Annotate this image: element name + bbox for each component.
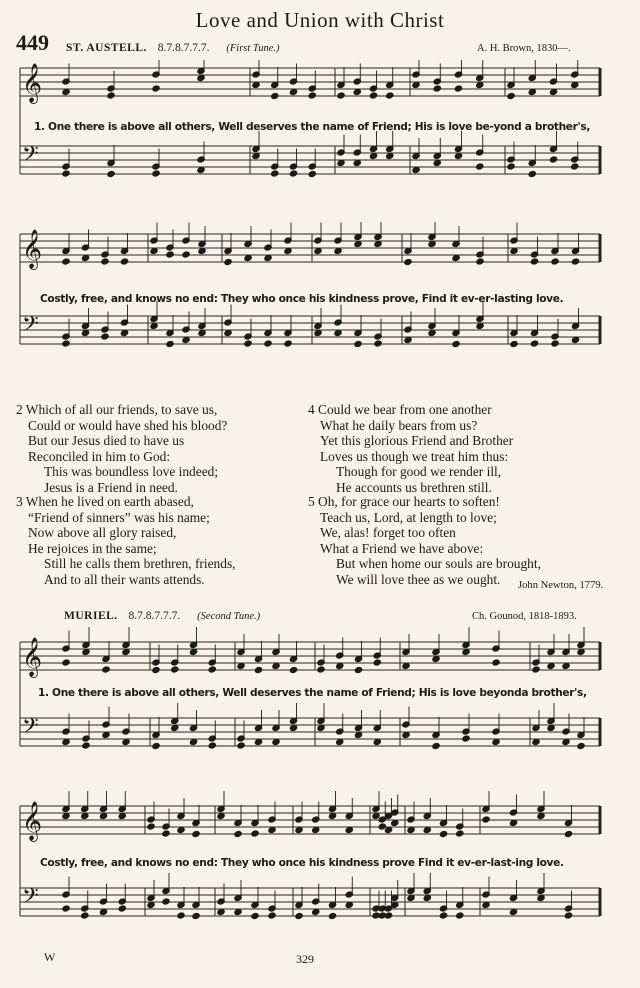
bass-note (374, 340, 382, 347)
treble-note (547, 662, 555, 669)
bass-note (334, 329, 342, 336)
treble-note (147, 823, 155, 830)
bass-note (407, 894, 415, 901)
treble-note (439, 830, 447, 837)
treble-note (404, 258, 412, 265)
treble-note (456, 830, 464, 837)
bass-note (62, 340, 70, 347)
tune2-composer: Ch. Gounod, 1818-1893. (472, 611, 577, 622)
bass-note (198, 329, 206, 336)
bass-note (354, 731, 362, 738)
bass-note (510, 340, 518, 347)
bass-note (537, 894, 545, 901)
treble-note (476, 81, 484, 88)
stanza-line: Teach us, Lord, at length to love; (320, 509, 497, 525)
treble-note (99, 812, 107, 819)
stanza-line: 5 Oh, for grace our hearts to soften! (308, 494, 500, 509)
tune2-name: MURIEL. (64, 610, 118, 622)
stanza-line: Now above all glory raised, (28, 525, 177, 541)
bass-note (82, 742, 90, 749)
bass-note (147, 901, 155, 908)
stanza-5 (308, 494, 541, 588)
treble-note (295, 826, 303, 833)
treble-note (166, 251, 174, 258)
stanza-line: Yet this glorious Friend and Brother (320, 433, 514, 449)
treble-note (551, 258, 559, 265)
treble-note (454, 85, 462, 92)
treble-note (254, 666, 262, 673)
bass-note (224, 329, 232, 336)
bass-clef-icon: 𝄢 (22, 884, 39, 914)
tune2-system1-music (0, 626, 640, 776)
stanza-line: But when home our souls are brought, (336, 556, 541, 572)
treble-note (162, 830, 170, 837)
bass-note (547, 724, 555, 731)
treble-note (224, 258, 232, 265)
treble-note (171, 666, 179, 673)
bass-note (428, 329, 436, 336)
bass-note (404, 336, 412, 343)
bass-note (152, 742, 160, 749)
bass-note (62, 738, 70, 745)
treble-note (571, 258, 579, 265)
bass-note (254, 738, 262, 745)
bass-note (452, 340, 460, 347)
treble-note (354, 240, 362, 247)
treble-note (334, 247, 342, 254)
treble-note (62, 88, 70, 95)
bass-note (189, 738, 197, 745)
treble-note (102, 666, 110, 673)
bass-note (564, 912, 572, 919)
treble-note (386, 92, 394, 99)
treble-note (482, 816, 490, 823)
treble-note (312, 826, 320, 833)
bass-note (122, 738, 130, 745)
treble-note (120, 258, 128, 265)
bass-note (482, 901, 490, 908)
bass-clef-icon: 𝄢 (22, 714, 39, 744)
bass-note (251, 912, 259, 919)
stanza-line: We, alas! forget too often (320, 525, 456, 541)
tune1-lyric-line2: Costly, free, and knows no end: They who once his kindness prove, Find it ev-er-lasting love. (40, 293, 564, 305)
treble-note (272, 662, 280, 669)
treble-note (122, 648, 130, 655)
stanza-4 (308, 402, 513, 496)
treble-note (268, 826, 276, 833)
treble-note (432, 655, 440, 662)
treble-note (152, 666, 160, 673)
tune2-note: (Second Tune.) (197, 611, 261, 622)
stanza-line: What a Friend we have above: (320, 540, 484, 556)
treble-note (532, 666, 540, 673)
treble-note (374, 240, 382, 247)
bass-note (353, 159, 361, 166)
bass-note (289, 724, 297, 731)
tune2-system2-music (0, 790, 640, 950)
bass-note (314, 329, 322, 336)
treble-note (509, 819, 517, 826)
treble-note (284, 247, 292, 254)
stanza-line: 2 Which of all our friends, to save us, (16, 402, 218, 417)
tune2-meter: 8.7.8.7.7.7. (128, 610, 181, 622)
bass-note (268, 912, 276, 919)
bass-note (244, 340, 252, 347)
stanza-line: He accounts us brethren still. (336, 479, 492, 495)
treble-note (237, 662, 245, 669)
signature-mark: W (44, 950, 56, 964)
bass-note (551, 340, 559, 347)
bass-note (289, 170, 297, 177)
bass-note (476, 163, 484, 170)
bass-note (312, 908, 320, 915)
stanza-line: Jesus is a Friend in need. (44, 479, 178, 495)
bass-note (62, 170, 70, 177)
tune1-header (66, 42, 279, 54)
bass-note (81, 912, 89, 919)
bass-note (507, 163, 515, 170)
treble-note (549, 88, 557, 95)
treble-note (244, 254, 252, 261)
bass-note (152, 170, 160, 177)
treble-note (577, 648, 585, 655)
stanza-line: Loves us though we treat him thus: (320, 448, 509, 464)
treble-note (182, 251, 190, 258)
bass-note (530, 340, 538, 347)
bass-note (101, 333, 109, 340)
treble-note (208, 666, 216, 673)
bass-note (454, 152, 462, 159)
treble-note (81, 812, 89, 819)
treble-note (510, 247, 518, 254)
stanza-line: Though for good we render ill, (336, 464, 502, 480)
bass-note (577, 742, 585, 749)
bass-note (102, 731, 110, 738)
bass-note (271, 170, 279, 177)
tune2-lyric-line1: 1. One there is above all others, Well deserves the name of Friend; His is love beyonda brother's, (38, 687, 587, 699)
treble-note (507, 92, 515, 99)
treble-note (433, 85, 441, 92)
treble-note (391, 819, 399, 826)
treble-clef-icon: 𝄞 (22, 63, 43, 103)
bass-note (208, 742, 216, 749)
treble-clef-icon: 𝄞 (22, 801, 43, 841)
bass-note (384, 912, 392, 919)
treble-note (289, 88, 297, 95)
tune2-header (64, 610, 260, 622)
treble-note (271, 92, 279, 99)
treble-note (217, 812, 225, 819)
tune1-composer: A. H. Brown, 1830—. (477, 43, 571, 54)
treble-note (537, 812, 545, 819)
treble-note (192, 830, 200, 837)
bass-note (369, 152, 377, 159)
bass-note (476, 322, 484, 329)
treble-note (423, 826, 431, 833)
treble-note (62, 659, 70, 666)
stanza-line: We will love thee as we ought. (336, 571, 501, 587)
bass-note (237, 742, 245, 749)
treble-note (82, 648, 90, 655)
treble-note (476, 258, 484, 265)
bass-note (373, 738, 381, 745)
tune2-lyric-line2: Costly, free, and knows no end: They who once his kindness prove Find it ev-er-last-ing love. (40, 857, 564, 869)
bass-note (62, 905, 70, 912)
treble-note (308, 92, 316, 99)
tune1-name: ST. AUSTELL. (66, 42, 147, 54)
tune1-note: (First Tune.) (226, 43, 280, 54)
bass-clef-icon: 𝄢 (22, 142, 39, 172)
bass-note (272, 738, 280, 745)
bass-note (386, 152, 394, 159)
treble-note (452, 254, 460, 261)
treble-note (407, 826, 415, 833)
bass-note (492, 738, 500, 745)
bass-note (528, 170, 536, 177)
treble-note (62, 258, 70, 265)
treble-note (528, 88, 536, 95)
treble-note (150, 247, 158, 254)
bass-note (252, 152, 260, 159)
treble-note (62, 812, 70, 819)
treble-note (337, 92, 345, 99)
bass-note (532, 738, 540, 745)
treble-note (353, 88, 361, 95)
treble-note (402, 662, 410, 669)
treble-note (492, 659, 500, 666)
bass-note (337, 159, 345, 166)
treble-note (198, 247, 206, 254)
bass-note (328, 912, 336, 919)
treble-note (234, 830, 242, 837)
bass-note (295, 912, 303, 919)
stanza-line: “Friend of sinners” was his name; (28, 509, 210, 525)
page-number: 329 (296, 952, 314, 966)
bass-note (509, 908, 517, 915)
bass-note (402, 731, 410, 738)
bass-note (284, 340, 292, 347)
treble-note (107, 92, 115, 99)
treble-note (354, 666, 362, 673)
bass-clef-icon: 𝄢 (22, 312, 39, 342)
tune1-lyric-line1: 1. One there is above all others, Well deserves the name of Friend; His is love be-yond a brother's, (34, 121, 591, 133)
bass-note (549, 156, 557, 163)
bass-note (345, 901, 353, 908)
treble-note (177, 826, 185, 833)
stanza-line: What he daily bears from us? (320, 417, 478, 433)
bass-note (234, 908, 242, 915)
bass-note (150, 322, 158, 329)
treble-note (373, 659, 381, 666)
stanza-line: He rejoices in the same; (28, 540, 157, 556)
treble-note (81, 254, 89, 261)
stanza-line: But our Jesus died to have us (28, 433, 185, 449)
bass-note (81, 329, 89, 336)
bass-note (217, 908, 225, 915)
hymn-title: Love and Union with Christ (195, 8, 445, 32)
treble-note (197, 74, 205, 81)
treble-note (428, 240, 436, 247)
bass-note (118, 905, 126, 912)
treble-note (152, 85, 160, 92)
treble-note (264, 254, 272, 261)
bass-note (432, 742, 440, 749)
stanza-line: Could or would have shed his blood? (28, 417, 228, 433)
hymn-number: 449 (16, 30, 49, 55)
treble-note (412, 81, 420, 88)
bass-note (456, 912, 464, 919)
treble-note (252, 81, 260, 88)
treble-note (189, 648, 197, 655)
stanza-3 (16, 494, 236, 588)
treble-note (317, 666, 325, 673)
bass-note (433, 159, 441, 166)
stanza-line: Reconciled in him to God: (28, 448, 171, 464)
stanza-line: And to all their wants attends. (44, 571, 205, 587)
treble-note (314, 247, 322, 254)
bass-note (264, 340, 272, 347)
stanza-line: Still he calls them brethren, friends, (44, 556, 236, 572)
bass-note (562, 738, 570, 745)
bass-note (308, 170, 316, 177)
treble-note (369, 92, 377, 99)
bass-note (192, 912, 200, 919)
hymn-author: John Newton, 1779. (518, 580, 604, 591)
stanza-line: This was boundless love indeed; (44, 464, 219, 480)
treble-note (251, 830, 259, 837)
bass-note (99, 908, 107, 915)
bass-note (120, 329, 128, 336)
bass-note (439, 912, 447, 919)
bass-note (177, 912, 185, 919)
stanza-line: 4 Could we bear from one another (308, 402, 492, 417)
treble-note (101, 258, 109, 265)
treble-note (336, 662, 344, 669)
treble-note (562, 662, 570, 669)
bass-note (423, 894, 431, 901)
treble-clef-icon: 𝄞 (22, 637, 43, 677)
bass-note (317, 724, 325, 731)
bass-note (166, 340, 174, 347)
treble-note (289, 666, 297, 673)
bass-note (571, 336, 579, 343)
treble-note (328, 812, 336, 819)
bass-note (182, 336, 190, 343)
treble-clef-icon: 𝄞 (22, 229, 43, 269)
bass-note (571, 163, 579, 170)
bass-note (107, 170, 115, 177)
treble-note (118, 812, 126, 819)
stanza-line: 3 When he lived on earth abased, (16, 494, 194, 509)
bass-note (462, 735, 470, 742)
tune1-meter: 8.7.8.7.7.7. (157, 42, 210, 54)
treble-note (564, 830, 572, 837)
stanza-2 (16, 402, 227, 496)
bass-note (412, 166, 420, 173)
treble-note (530, 258, 538, 265)
bass-note (171, 724, 179, 731)
bass-note (162, 898, 170, 905)
treble-note (462, 648, 470, 655)
treble-note (571, 81, 579, 88)
bass-note (354, 340, 362, 347)
bass-note (197, 166, 205, 173)
bass-note (336, 738, 344, 745)
treble-note (345, 826, 353, 833)
